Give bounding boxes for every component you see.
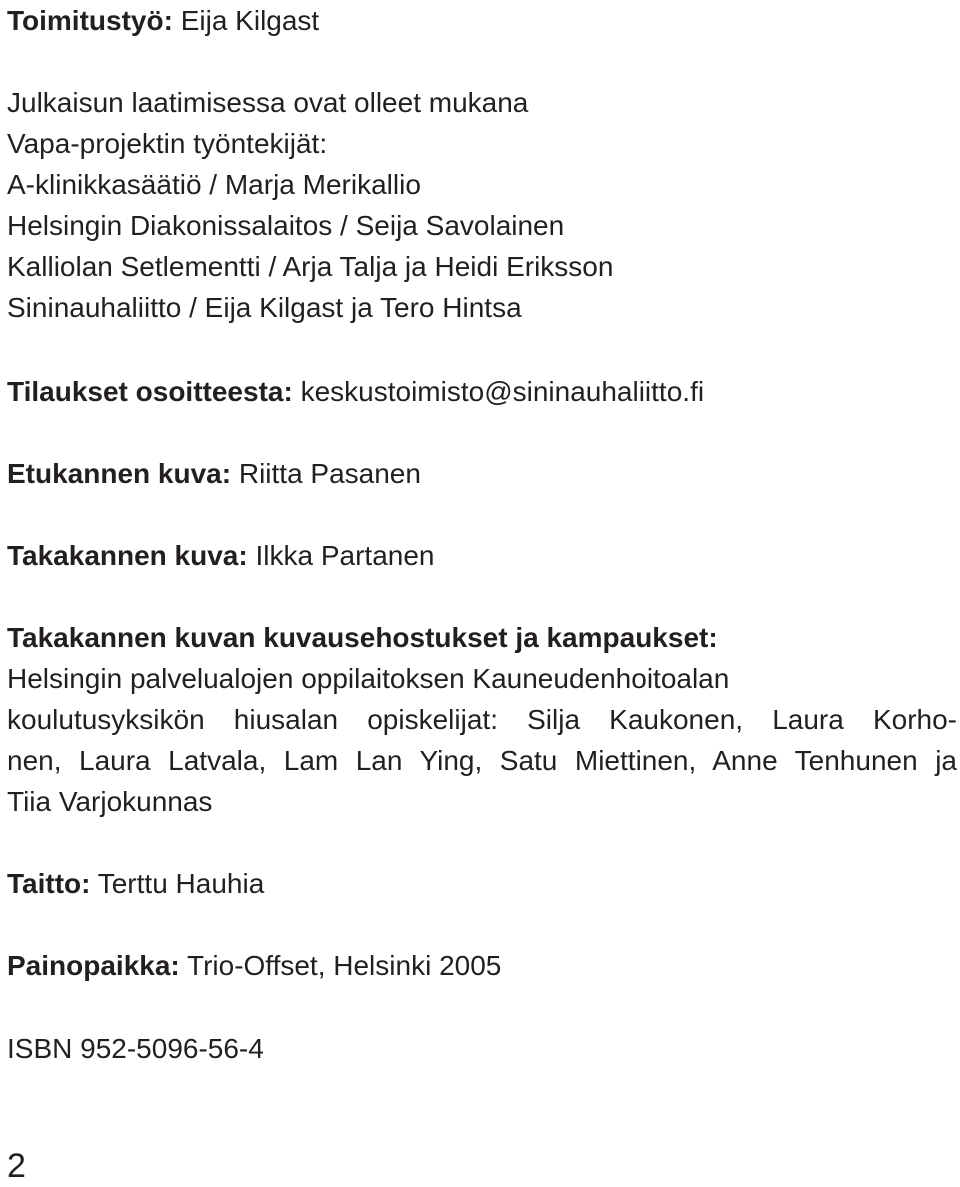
contributors-block xyxy=(7,82,613,328)
layout-label: Taitto: xyxy=(7,868,91,899)
editing-label: Toimitustyö: xyxy=(7,5,173,36)
editing-credit xyxy=(7,0,319,41)
orders-label: Tilaukset osoitteesta: xyxy=(7,376,293,407)
contributors-line: Vapa-projektin työntekijät: xyxy=(7,128,328,159)
print-label: Painopaikka: xyxy=(7,950,180,981)
back-cover-value: Ilkka Partanen xyxy=(255,540,435,571)
styling-line: Helsingin palvelualojen oppilaitoksen Kauneudenhoitoalan xyxy=(7,663,730,694)
back-cover-label: Takakannen kuva: xyxy=(7,540,248,571)
print-value: Trio-Offset, Helsinki 2005 xyxy=(187,950,502,981)
layout-value: Terttu Hauhia xyxy=(97,868,265,899)
contributors-line: Julkaisun laatimisessa ovat olleet mukana xyxy=(7,87,529,118)
contributors-line: A-klinikkasäätiö / Marja Merikallio xyxy=(7,169,421,200)
contributors-line: Sininauhaliitto / Eija Kilgast ja Tero Hintsa xyxy=(7,292,522,323)
print-credit xyxy=(7,945,501,986)
front-cover-value: Riitta Pasanen xyxy=(238,458,421,489)
styling-line: Tiia Varjokunnas xyxy=(7,786,213,817)
front-cover-credit xyxy=(7,453,421,494)
front-cover-label: Etukannen kuva: xyxy=(7,458,232,489)
contributors-line: Kalliolan Setlementti / Arja Talja ja Heidi Eriksson xyxy=(7,251,614,282)
orders-email: keskustoimisto@sininauhaliitto.fi xyxy=(300,376,705,407)
styling-label: Takakannen kuvan kuvausehostukset ja kampaukset: xyxy=(7,622,718,653)
page-number: 2 xyxy=(7,1147,26,1185)
layout-credit xyxy=(7,863,264,904)
orders-credit xyxy=(7,371,704,412)
back-cover-credit xyxy=(7,535,434,576)
styling-line: koulutusyksikön hiusalan opiskelijat: Silja Kaukonen, Laura Korho- xyxy=(7,704,957,735)
styling-credit xyxy=(7,617,957,822)
isbn: ISBN 952-5096-56-4 xyxy=(7,1033,264,1064)
editing-value: Eija Kilgast xyxy=(180,5,320,36)
contributors-line: Helsingin Diakonissalaitos / Seija Savolainen xyxy=(7,210,565,241)
styling-line: nen, Laura Latvala, Lam Lan Ying, Satu Miettinen, Anne Tenhunen ja xyxy=(7,745,957,776)
